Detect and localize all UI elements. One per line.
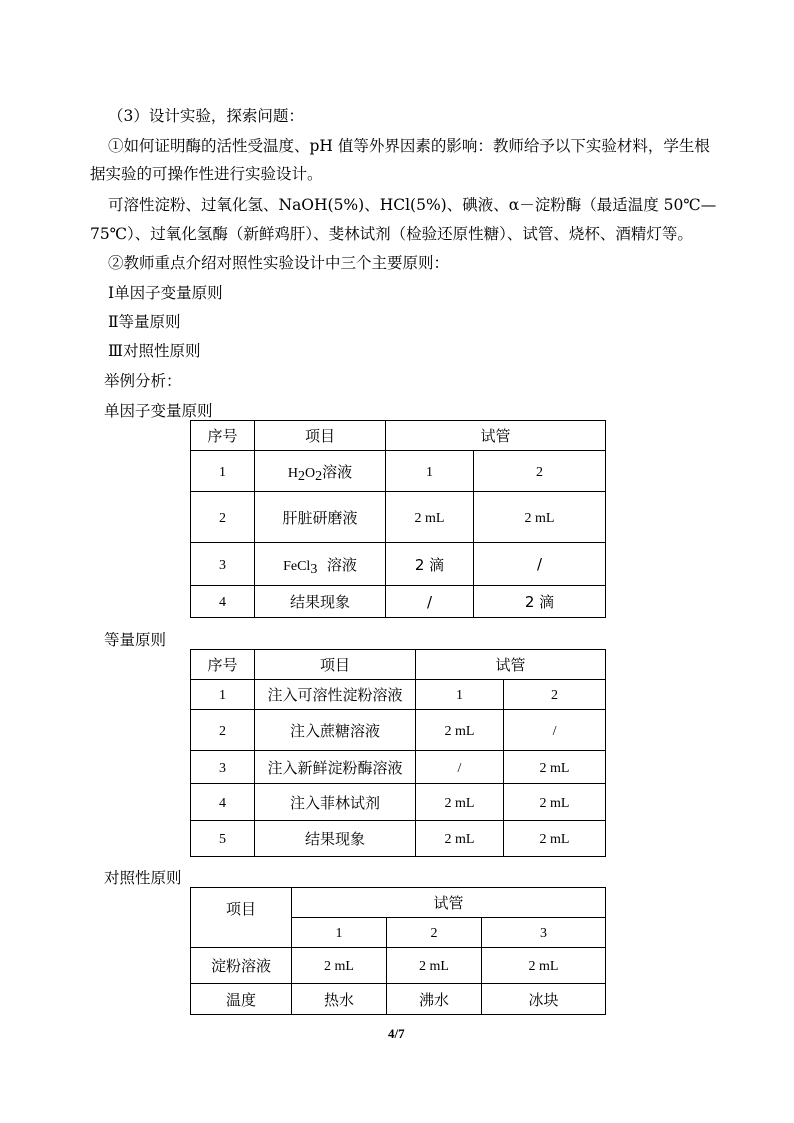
- example-label: 举例分析：: [104, 372, 182, 390]
- table-2-title: 等量原则: [104, 631, 167, 649]
- cell-tube-2: 2: [504, 680, 606, 710]
- cell-seq: 2: [191, 492, 255, 543]
- table-row: [191, 451, 606, 492]
- cell-seq: 1: [191, 680, 255, 710]
- header-seq: 序号: [191, 421, 255, 451]
- cell-tube-3: 冰块: [482, 984, 606, 1015]
- cell-item: 结果现象: [255, 586, 386, 618]
- table-1-title: 单因子变量原则: [104, 402, 213, 420]
- table-row: [191, 984, 606, 1015]
- table-row: [191, 948, 606, 984]
- table-row: [191, 586, 606, 618]
- paragraph-2-line-2: 75℃）、过氧化氢酶（新鲜鸡肝）、斐林试剂（检验还原性糖）、试管、烧杯、酒精灯等。: [90, 225, 693, 243]
- cell-item: 注入新鲜淀粉酶溶液: [255, 751, 416, 784]
- header-item: 项目: [255, 421, 386, 451]
- header-item: 项目: [255, 650, 416, 680]
- cell-item: $H_2O_2$溶液: [255, 451, 386, 492]
- cell-seq: 4: [191, 784, 255, 821]
- cell-tube-2: 2: [474, 451, 606, 492]
- table-row: [191, 784, 606, 821]
- cell-tube-1: 2 滴: [386, 543, 474, 586]
- cell-seq: 3: [191, 751, 255, 784]
- cell-item: 注入可溶性淀粉溶液: [255, 680, 416, 710]
- table-row: [191, 492, 606, 543]
- principle-1: Ⅰ单因子变量原则: [108, 284, 223, 302]
- cell-seq: 5: [191, 821, 255, 857]
- cell-item: 结果现象: [255, 821, 416, 857]
- table-row: [191, 751, 606, 784]
- table-row: [191, 680, 606, 710]
- cell-tube-1: 2 mL: [416, 784, 504, 821]
- single-variable-table: [190, 420, 606, 618]
- cell-tube-3: 2 mL: [482, 948, 606, 984]
- cell-item: 温度: [191, 984, 292, 1015]
- cell-seq: 2: [191, 710, 255, 751]
- table-header-row: [191, 650, 606, 680]
- cell-tube-2: 沸水: [387, 984, 482, 1015]
- cell-item: 肝脏研磨液: [255, 492, 386, 543]
- cell-tube-1: 1: [416, 680, 504, 710]
- cell-tube-2: 2 mL: [504, 821, 606, 857]
- cell-tube-2: 2 滴: [474, 586, 606, 618]
- cell-item: 注入菲林试剂: [255, 784, 416, 821]
- table-row: [191, 710, 606, 751]
- cell-item: 注入蔗糖溶液: [255, 710, 416, 751]
- cell-seq: 3: [191, 543, 255, 586]
- paragraph-2-line-1: 可溶性淀粉、过氧化氢、NaOH(5%)、HCl(5%)、碘液、α－淀粉酶（最适温度 50℃—: [108, 196, 717, 214]
- paragraph-1-line-1: ①如何证明酶的活性受温度、pH 值等外界因素的影响：教师给予以下实验材料，学生根: [108, 137, 710, 155]
- header-tube: 试管: [292, 888, 606, 918]
- page-number: 4/7: [388, 1026, 405, 1041]
- table-3-title: 对照性原则: [104, 869, 182, 887]
- cell-seq: 4: [191, 586, 255, 618]
- equal-amount-table: [190, 649, 606, 857]
- control-table: [190, 887, 606, 1015]
- cell-seq: 1: [191, 451, 255, 492]
- cell-tube-2: /: [504, 710, 606, 751]
- paragraph-3: ②教师重点介绍对照性实验设计中三个主要原则：: [108, 254, 450, 272]
- cell-tube-2: 2 mL: [474, 492, 606, 543]
- cell-tube-1: 2 mL: [416, 821, 504, 857]
- paragraph-1-line-2: 据实验的可操作性进行实验设计。: [90, 165, 323, 183]
- header-tube: 试管: [416, 650, 606, 680]
- table-header-row: [191, 888, 606, 918]
- header-item: 项目: [191, 888, 292, 948]
- cell-tube-1: 2 mL: [292, 948, 387, 984]
- cell-item: 淀粉溶液: [191, 948, 292, 984]
- tube-number-2: 2: [387, 918, 482, 948]
- cell-tube-2: 2 mL: [504, 751, 606, 784]
- cell-tube-2: 2 mL: [387, 948, 482, 984]
- header-seq: 序号: [191, 650, 255, 680]
- cell-tube-1: 2 mL: [386, 492, 474, 543]
- tube-number-1: 1: [292, 918, 387, 948]
- table-header-row: [191, 421, 606, 451]
- principle-3: Ⅲ对照性原则: [108, 342, 201, 360]
- section-heading: （3）设计实验，探索问题：: [108, 107, 304, 125]
- cell-tube-2: /: [474, 543, 606, 586]
- tube-number-3: 3: [482, 918, 606, 948]
- cell-tube-2: 2 mL: [504, 784, 606, 821]
- cell-tube-1: /: [416, 751, 504, 784]
- table-row: [191, 821, 606, 857]
- header-tube: 试管: [386, 421, 606, 451]
- cell-tube-1: /: [386, 586, 474, 618]
- cell-item: FeCl$_3$ 溶液: [255, 543, 386, 586]
- cell-tube-1: 1: [386, 451, 474, 492]
- table-row: [191, 543, 606, 586]
- cell-tube-1: 热水: [292, 984, 387, 1015]
- cell-tube-1: 2 mL: [416, 710, 504, 751]
- principle-2: Ⅱ等量原则: [108, 313, 181, 331]
